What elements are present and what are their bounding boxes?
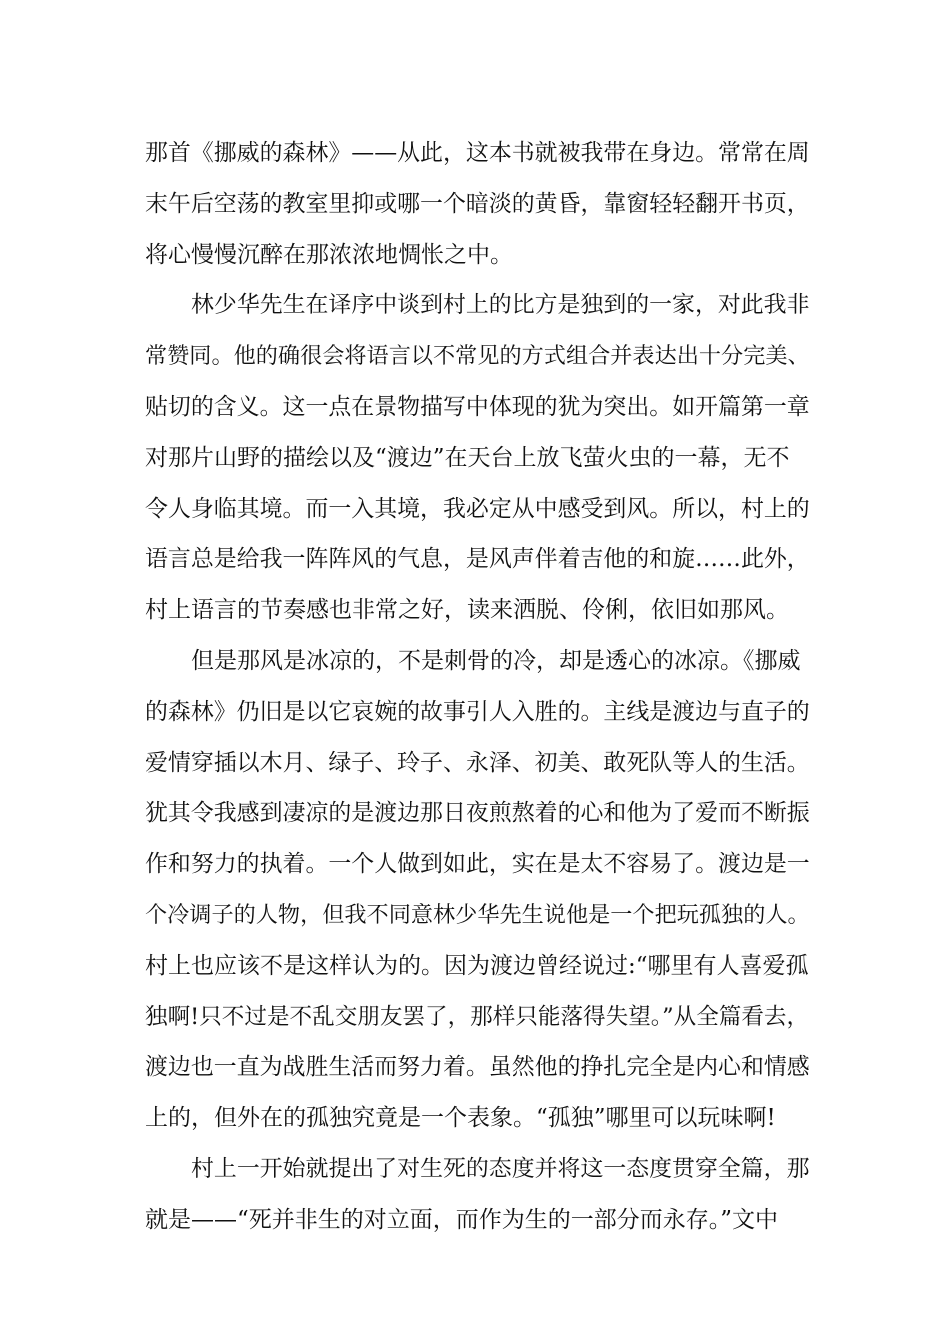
paragraph-start-line: 林少华先生在译序中谈到村上的比方是独到的一家，对此我非	[191, 292, 810, 319]
text-line: 独啊!只不过是不乱交朋友罢了，那样只能落得失望。”从全篇看去，	[145, 1003, 810, 1030]
text-line: 就是——“死并非生的对立面，而作为生的一部分而永存。”文中	[145, 1206, 779, 1233]
body-text	[145, 128, 810, 1246]
text-line: 犹其令我感到凄凉的是渡边那日夜煎熬着的心和他为了爱而不断振	[145, 800, 810, 827]
text-line: 那首《挪威的森林》——从此，这本书就被我带在身边。常常在周	[145, 140, 810, 166]
text-line: 村上语言的节奏感也非常之好，读来洒脱、伶俐，依旧如那风。	[145, 597, 789, 624]
text-line: 末午后空荡的教室里抑或哪一个暗淡的黄昏，靠窗轻轻翻开书页，	[145, 190, 810, 217]
text-line: 将心慢慢沉醉在那浓浓地惆怅之中。	[145, 241, 513, 268]
text-line: 令人身临其境。而一入其境，我必定从中感受到风。所以，村上的	[145, 495, 810, 522]
paragraph-start-line: 但是那风是冰凉的，不是刺骨的冷，却是透心的冰凉。《挪威	[191, 647, 801, 674]
text-line: 个冷调子的人物，但我不同意林少华先生说他是一个把玩孤独的人。	[145, 901, 810, 928]
text-line: 贴切的含义。这一点在景物描写中体现的犹为突出。如开篇第一章	[145, 393, 810, 420]
text-line: 爱情穿插以木月、绿子、玲子、永泽、初美、敢死队等人的生活。	[145, 749, 810, 776]
paragraph-start-line: 村上一开始就提出了对生死的态度并将这一态度贯穿全篇，那	[191, 1155, 810, 1182]
text-line: 上的，但外在的孤独究竟是一个表象。“孤独”哪里可以玩味啊!	[145, 1105, 776, 1132]
text-line: 对那片山野的描绘以及“渡边”在天台上放飞萤火虫的一幕，无不	[145, 444, 790, 471]
text-line: 语言总是给我一阵阵风的气息，是风声伴着吉他的和旋……此外，	[145, 546, 810, 573]
text-line: 渡边也一直为战胜生活而努力着。虽然他的挣扎完全是内心和情感	[145, 1054, 810, 1081]
text-line: 作和努力的执着。一个人做到如此，实在是太不容易了。渡边是一	[145, 851, 810, 878]
text-line: 村上也应该不是这样认为的。因为渡边曾经说过:“哪里有人喜爱孤	[145, 952, 809, 979]
text-line: 的森林》仍旧是以它哀婉的故事引人入胜的。主线是渡边与直子的	[145, 698, 810, 725]
text-line: 常赞同。他的确很会将语言以不常见的方式组合并表达出十分完美、	[145, 343, 810, 370]
